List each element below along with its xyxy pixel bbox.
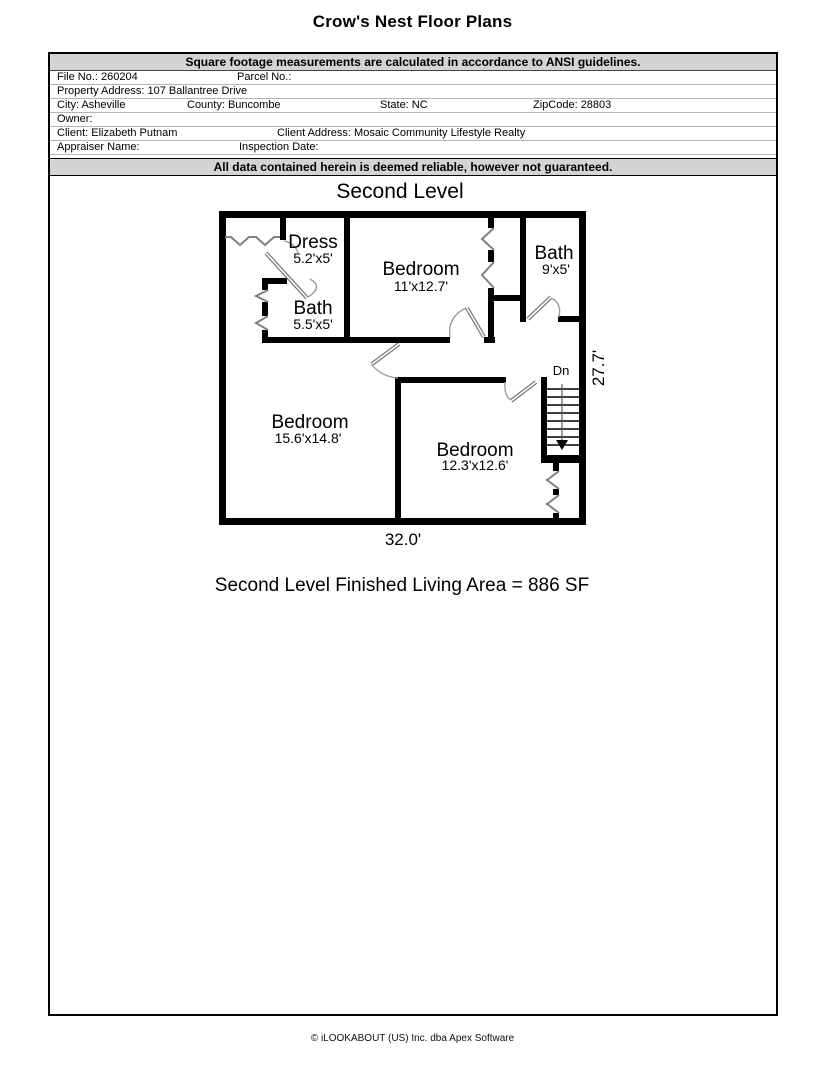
room-dims-bath9: 9'x5' [542, 261, 570, 277]
wall-hall-top-stub [494, 295, 520, 301]
ansi-notice-bar: Square footage measurements are calculated in accordance to ANSI guidelines. [50, 54, 776, 71]
wall-break-icon [547, 471, 559, 489]
table-row-address [50, 85, 776, 99]
client-address-field: Client Address: Mosaic Community Lifestyle Realty [277, 127, 526, 139]
wall-dress-left-stub [280, 218, 286, 240]
stair-treads [547, 389, 580, 445]
wall-right [579, 211, 586, 525]
inspection-date-field: Inspection Date: [239, 141, 319, 153]
appraiser-name-field: Appraiser Name: [57, 141, 140, 153]
wall-bedrooms-divider [395, 377, 401, 525]
wall-bed11-right-seg [488, 288, 494, 343]
wall-landing-bottom [401, 377, 506, 383]
wall-break-icon [482, 262, 494, 288]
table-row-appraiser [50, 141, 776, 155]
closet-shelf-icon [225, 237, 280, 245]
door-arc [450, 308, 466, 337]
room-dims-dress: 5.2'x5' [293, 250, 333, 266]
room-dims-bath5: 5.5'x5' [293, 316, 333, 332]
state-field: State: NC [380, 99, 428, 111]
page-title: Crow's Nest Floor Plans [312, 12, 513, 31]
second-level-floor-plan [0, 170, 825, 610]
wall-dress-right [344, 218, 350, 343]
wall-bath-left-seg [262, 284, 268, 290]
software-credit-footer: © iLOOKABOUT (US) Inc. dba Apex Software [310, 1033, 515, 1044]
stairs-direction-label: Dn [552, 363, 570, 378]
table-row-client [50, 127, 776, 141]
room-dims-bedroom12: 12.3'x12.6' [441, 457, 509, 473]
room-name-bath9: Bath [534, 243, 574, 264]
zipcode-field: ZipCode: 28803 [533, 99, 612, 111]
wall-stairs-bottom [541, 455, 586, 463]
room-dims-bedroom11: 11'x12.7' [393, 278, 449, 294]
wall-break-icon [256, 316, 268, 330]
wall-below-stairs-seg [553, 513, 559, 519]
parcel-no-field: Parcel No.: [237, 71, 292, 83]
stairs [547, 363, 580, 450]
wall-bath9-bottom [558, 316, 586, 322]
county-field: County: Buncombe [187, 99, 281, 111]
file-no-field: File No.: 260204 [57, 71, 138, 83]
room-name-bedroom15: Bedroom [271, 412, 349, 433]
room-labels [271, 232, 573, 473]
wall-below-stairs-seg [553, 489, 559, 495]
wall-bath9-left [520, 218, 526, 322]
property-address-field: Property Address: 107 Ballantree Drive [57, 85, 248, 97]
door-arc [371, 364, 398, 378]
finished-area-summary: Second Level Finished Living Area = 886 SF [214, 575, 590, 596]
door-arc [505, 382, 511, 400]
wall-below-stairs-seg [553, 463, 559, 471]
room-name-dress: Dress [288, 232, 338, 253]
room-dims-bedroom15: 15.6'x14.8' [274, 430, 342, 446]
wall-bed11-right-seg [488, 218, 494, 228]
room-name-bedroom12: Bedroom [436, 440, 514, 461]
height-dimension-label: 27.7' [589, 349, 608, 387]
table-row-owner [50, 113, 776, 127]
wall-break-icon [547, 495, 559, 513]
owner-field: Owner: [57, 113, 93, 125]
room-name-bedroom11: Bedroom [382, 259, 460, 280]
wall-bath-left-seg [262, 302, 268, 316]
wall-left [219, 211, 226, 525]
table-row-file [50, 71, 776, 85]
level-title: Second Level [336, 180, 464, 203]
door-arc [551, 298, 560, 317]
wall-bed11-right-seg [488, 250, 494, 262]
width-dimension-label: 32.0' [384, 530, 422, 549]
wall-break-icon [256, 290, 268, 302]
room-name-bath5: Bath [293, 298, 333, 319]
wall-stairs-left [541, 377, 547, 463]
city-field: City: Asheville [57, 99, 126, 111]
disclaimer-bar: All data contained herein is deemed reliable, however not guaranteed. [50, 158, 776, 176]
wall-mid-horizontal [262, 337, 450, 343]
wall-bath-top-stub [262, 278, 287, 284]
wall-top [219, 211, 586, 218]
wall-break-icon [482, 228, 494, 250]
door-arc [308, 279, 317, 297]
client-field: Client: Elizabeth Putnam [57, 127, 178, 139]
wall-bottom [219, 518, 586, 525]
table-row-city [50, 99, 776, 113]
